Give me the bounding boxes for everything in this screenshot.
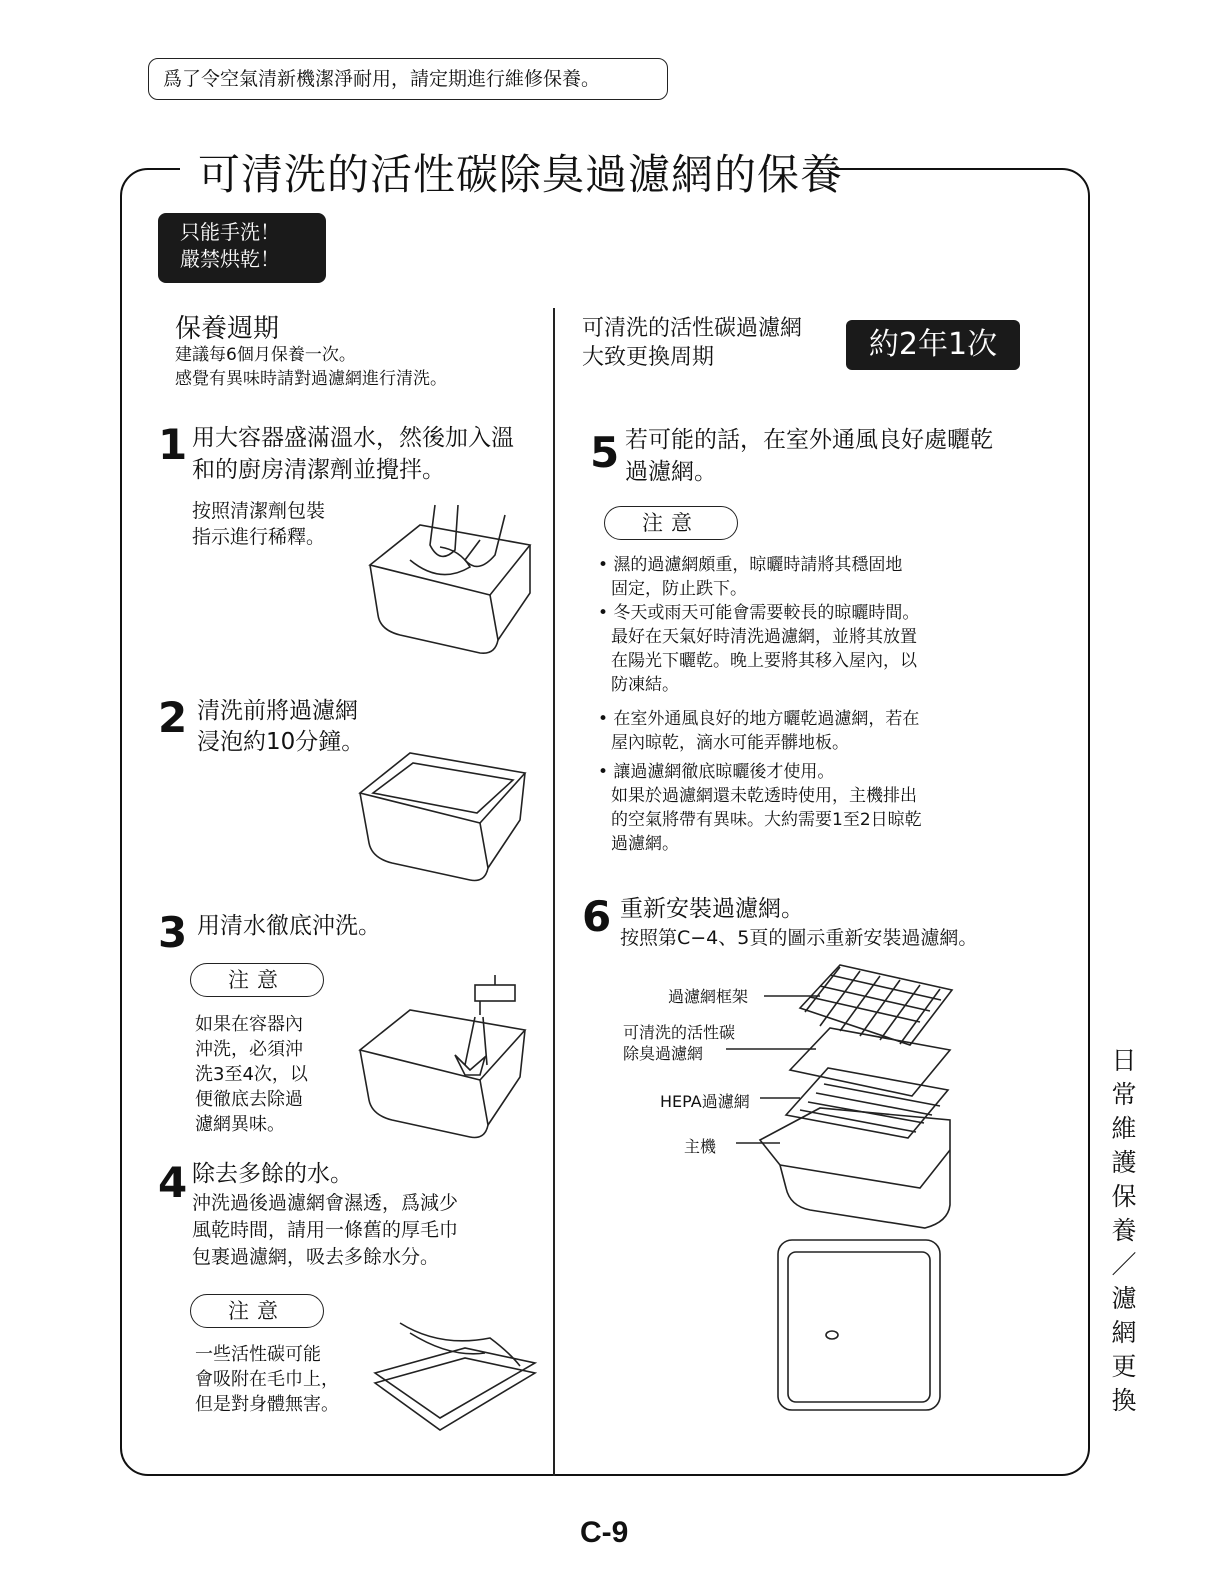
step-4-caution-1: 一些活性碳可能 (195, 1344, 321, 1365)
replace-line-2: 大致更換周期 (582, 345, 715, 370)
step-5-caution-9: • 讓過濾網徹底晾曬後才使用。 (598, 762, 835, 782)
step-2-title-1: 清洗前將過濾網 (197, 698, 358, 724)
step-5-caution-label: 注意 (604, 506, 738, 540)
maintenance-cycle-heading: 保養週期 (175, 314, 280, 344)
step-3-title: 用清水徹底沖洗。 (197, 913, 381, 939)
side-tab-char: 保 (1111, 1182, 1137, 1211)
step-4-body-2: 風乾時間，請用一條舊的厚毛巾 (192, 1219, 459, 1241)
hand-wash-warning (158, 213, 326, 283)
step-3-caution-2: 沖洗，必須沖 (195, 1039, 303, 1060)
step-4-title: 除去多餘的水。 (192, 1161, 353, 1187)
step-5-caution-4: 最好在天氣好時清洗過濾網，並將其放置 (611, 627, 917, 647)
basin-rinse-illustration (355, 975, 535, 1145)
page-title: 可清洗的活性碳除臭過濾網的保養 (198, 150, 844, 199)
step-1-note-2: 指示進行稀釋。 (192, 526, 326, 548)
step-1-title-1: 用大容器盛滿溫水，然後加入溫 (192, 425, 514, 451)
step-5-caution-1: • 濕的過濾網頗重，晾曬時請將其穩固地 (598, 555, 903, 575)
section-side-tab (1094, 1044, 1154, 1416)
step-4-caution-3: 但是對身體無害。 (195, 1394, 339, 1415)
step-4-body-1: 沖洗過後過濾網會濕透，爲減少 (192, 1192, 459, 1214)
step-3-caution-label: 注意 (190, 963, 324, 997)
step-2-title-2: 浸泡約10分鐘。 (197, 729, 365, 755)
side-tab-char: 養 (1111, 1216, 1137, 1245)
step-6-title: 重新安裝過濾網。 (620, 896, 804, 922)
label-filter-frame: 過濾網框架 (668, 987, 749, 1006)
step-5-caution-6: 防凍結。 (611, 675, 679, 695)
step-3-caution-3: 洗3至4次，以 (195, 1064, 308, 1085)
step-5-title-1: 若可能的話，在室外通風良好處曬乾 (625, 427, 993, 453)
side-tab-char: 護 (1111, 1148, 1137, 1177)
side-tab-char: 更 (1111, 1352, 1137, 1381)
side-tab-char: 日 (1111, 1046, 1137, 1075)
side-tab-char: ／ (1111, 1250, 1137, 1279)
basin-hands-illustration (360, 505, 540, 665)
page-number: C-9 (580, 1516, 629, 1549)
step-5-caution-10: 如果於過濾網還未乾透時使用，主機排出 (611, 786, 917, 806)
maintenance-note: 爲了令空氣清新機潔淨耐用，請定期進行維修保養。 (148, 58, 668, 100)
filter-assembly-diagram (720, 960, 960, 1420)
step-5-caution-3: • 冬天或雨天可能會需要較長的晾曬時間。 (598, 603, 920, 623)
label-unit: 主機 (684, 1137, 717, 1156)
step-1-title-2: 和的廚房清潔劑並攪拌。 (192, 457, 445, 483)
side-tab-char: 網 (1111, 1318, 1137, 1347)
warning-line-1: 只能手洗！ (180, 220, 280, 244)
label-carbon-1: 可清洗的活性碳 (623, 1023, 736, 1042)
step-6-sub: 按照第C−4、5頁的圖示重新安裝過濾網。 (620, 927, 978, 949)
step-5-caution-5: 在陽光下曬乾。晚上要將其移入屋內，以 (611, 651, 917, 671)
warning-line-2: 嚴禁烘乾！ (180, 247, 280, 271)
step-5-caution-8: 屋內晾乾，滴水可能弄髒地板。 (611, 733, 849, 753)
step-3-caution-1: 如果在容器內 (195, 1014, 303, 1035)
step-1-note-1: 按照清潔劑包裝 (192, 500, 326, 522)
step-3-caution-4: 便徹底去除過 (195, 1089, 303, 1110)
step-5-number: 5 (590, 428, 620, 477)
step-1-number: 1 (158, 420, 188, 469)
step-3-caution-5: 濾網異味。 (195, 1114, 285, 1135)
side-tab-char: 換 (1111, 1386, 1137, 1415)
label-carbon-2: 除臭過濾網 (623, 1044, 704, 1063)
towel-illustration (370, 1318, 540, 1438)
replace-interval-badge: 約2年1次 (846, 320, 1020, 370)
basin-soak-illustration (355, 748, 535, 888)
step-4-body-3: 包裹過濾網，吸去多餘水分。 (192, 1246, 440, 1268)
side-tab-char: 濾 (1111, 1284, 1137, 1313)
step-5-caution-11: 的空氣將帶有異味。大約需要1至2日晾乾 (611, 810, 922, 830)
step-4-number: 4 (158, 1158, 188, 1207)
side-tab-char: 維 (1111, 1114, 1137, 1143)
step-5-caution-2: 固定，防止跌下。 (611, 579, 747, 599)
cycle-line-2: 感覺有異味時請對過濾網進行清洗。 (175, 369, 447, 389)
step-2-number: 2 (158, 693, 188, 742)
step-5-caution-7: • 在室外通風良好的地方曬乾過濾網，若在 (598, 709, 920, 729)
cycle-line-1: 建議每6個月保養一次。 (175, 345, 356, 365)
label-hepa: HEPA過濾網 (660, 1092, 750, 1111)
step-4-caution-label: 注意 (190, 1294, 324, 1328)
step-5-caution-12: 過濾網。 (611, 834, 679, 854)
step-4-caution-2: 會吸附在毛巾上， (195, 1369, 339, 1390)
replace-line-1: 可清洗的活性碳過濾網 (582, 316, 803, 341)
step-6-number: 6 (582, 892, 612, 941)
side-tab-char: 常 (1111, 1080, 1137, 1109)
column-divider (553, 308, 555, 1476)
step-3-number: 3 (158, 908, 188, 957)
step-5-title-2: 過濾網。 (625, 459, 717, 485)
